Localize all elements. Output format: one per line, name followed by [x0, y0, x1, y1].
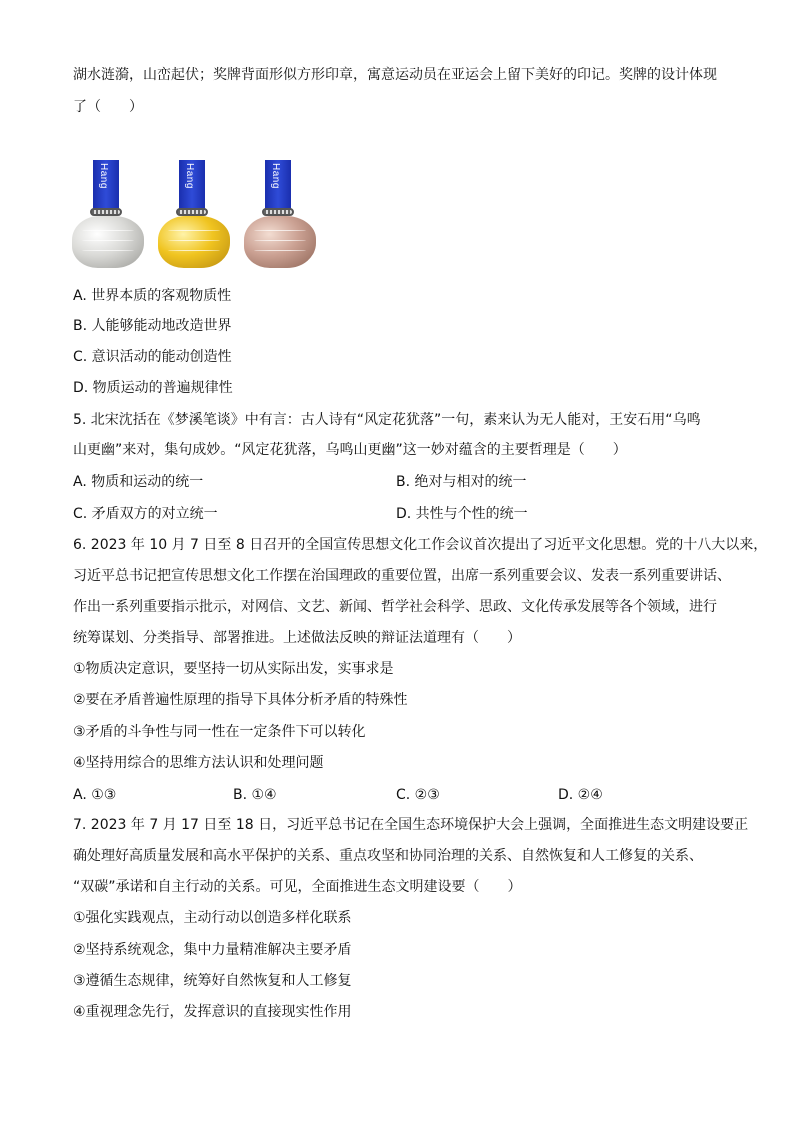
option-a[interactable]: A. 世界本质的客观物质性 [73, 288, 232, 304]
statement-item: ②坚持系统观念，集中力量精准解决主要矛盾 [73, 942, 352, 958]
statement-item: ③矛盾的斗争性与同一性在一定条件下可以转化 [73, 724, 366, 740]
medal-disc [72, 216, 144, 268]
clasp [262, 208, 294, 216]
stem-line: 统筹谋划、分类指导、部署推进。上述做法反映的辩证法道理有（ ） [73, 630, 521, 646]
statement-item: ①强化实践观点，主动行动以创造多样化联系 [73, 910, 352, 926]
ribbon [265, 160, 291, 210]
clasp [176, 208, 208, 216]
option-b[interactable]: B. 人能够能动地改造世界 [73, 318, 232, 334]
option-b[interactable]: B. ①④ [233, 787, 277, 803]
statement-item: ④重视理念先行，发挥意识的直接现实性作用 [73, 1004, 352, 1020]
stem-line: 了（ ） [73, 99, 143, 115]
statement-item: ④坚持用综合的思维方法认识和处理问题 [73, 755, 324, 771]
gold-medal [156, 160, 232, 272]
clasp [90, 208, 122, 216]
stem-line: 湖水涟漪，山峦起伏；奖牌背面形似方形印章，寓意运动员在亚运会上留下美好的印记。奖牌的设计体现 [73, 67, 717, 83]
stem-line: 山更幽”来对，集句成妙。“风定花犹落，乌鸣山更幽”这一妙对蕴含的主要哲理是（ ） [73, 442, 627, 458]
medal-image [70, 160, 320, 272]
stem-line: 习近平总书记把宣传思想文化工作摆在治国理政的重要位置，出席一系列重要会议、发表一系列重要讲话、 [73, 568, 731, 584]
option-d[interactable]: D. ②④ [558, 787, 603, 803]
stem-line: “双碳”承诺和自主行动的关系。可见，全面推进生态文明建设要（ ） [73, 879, 522, 895]
option-c[interactable]: C. ②③ [396, 787, 440, 803]
option-c[interactable]: C. 意识活动的能动创造性 [73, 349, 232, 365]
stem-line: 确处理好高质量发展和高水平保护的关系、重点攻坚和协同治理的关系、自然恢复和人工修复的关系、 [73, 848, 703, 864]
ribbon-text: Hang [98, 163, 109, 189]
option-row [73, 786, 733, 804]
stem-line: 作出一系列重要指示批示，对网信、文艺、新闻、哲学社会科学、思政、文化传承发展等各个领域，进行 [73, 599, 717, 615]
medal-disc [158, 216, 230, 268]
option-row [73, 505, 733, 523]
stem-line: 6. 2023 年 10 月 7 日至 8 日召开的全国宣传思想文化工作会议首次提出了习近平文化思想。党的十八大以来， [73, 537, 768, 553]
option-d[interactable]: D. 物质运动的普遍规律性 [73, 380, 233, 396]
stem-line: 7. 2023 年 7 月 17 日至 18 日，习近平总书记在全国生态环境保护大会上强调，全面推进生态文明建设要正 [73, 817, 749, 833]
ribbon-text: Hang [270, 163, 281, 189]
statement-item: ②要在矛盾普遍性原理的指导下具体分析矛盾的特殊性 [73, 692, 408, 708]
option-c[interactable]: C. 矛盾双方的对立统一 [73, 506, 218, 522]
medal-disc [244, 216, 316, 268]
statement-item: ③遵循生态规律，统筹好自然恢复和人工修复 [73, 973, 352, 989]
option-b[interactable]: B. 绝对与相对的统一 [396, 474, 527, 490]
ribbon [179, 160, 205, 210]
option-d[interactable]: D. 共性与个性的统一 [396, 506, 528, 522]
ribbon-text: Hang [184, 163, 195, 189]
option-a[interactable]: A. ①③ [73, 787, 117, 803]
bronze-medal [242, 160, 318, 272]
silver-medal [70, 160, 146, 272]
option-row [73, 473, 733, 491]
option-a[interactable]: A. 物质和运动的统一 [73, 474, 204, 490]
ribbon [93, 160, 119, 210]
stem-line: 5. 北宋沈括在《梦溪笔谈》中有言：古人诗有“风定花犹落”一句，素来认为无人能对，王安石用“乌鸣 [73, 412, 701, 428]
statement-item: ①物质决定意识，要坚持一切从实际出发，实事求是 [73, 661, 394, 677]
